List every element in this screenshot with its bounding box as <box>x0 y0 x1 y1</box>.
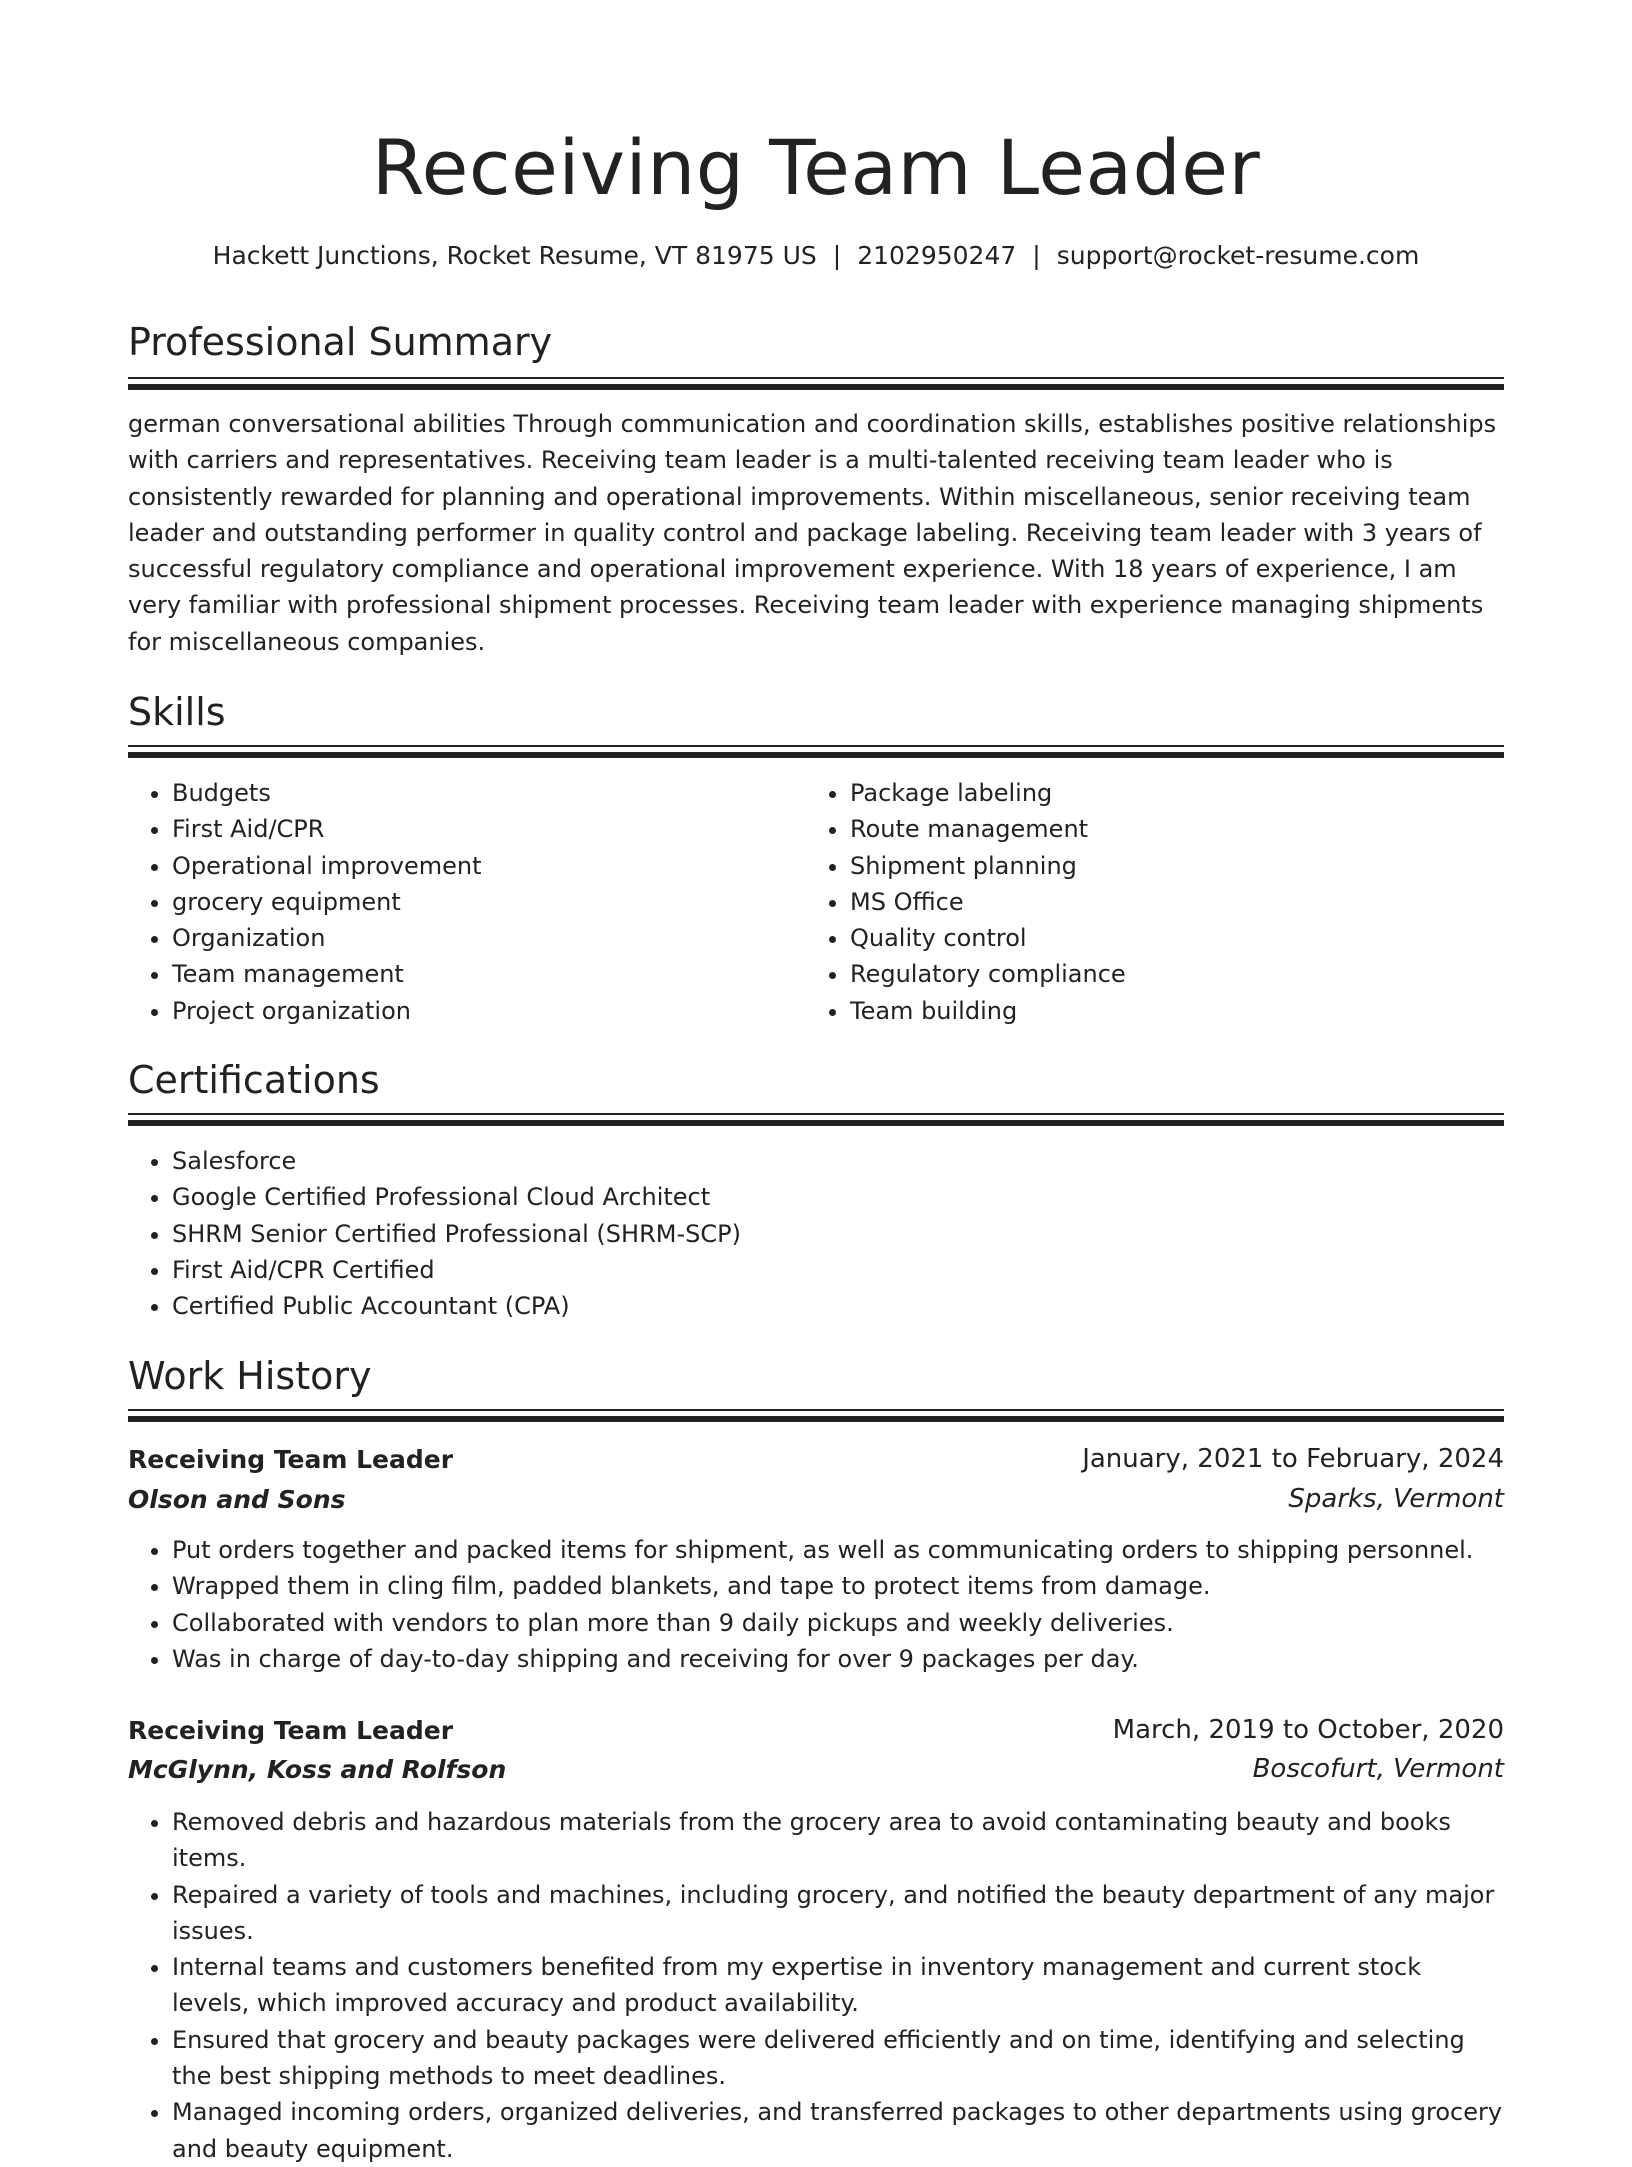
job-bullet: • Wrapped them in cling film, padded blankets, and tape to protect items from damage. <box>172 1568 1504 1604</box>
contact-separator: | <box>1032 241 1041 270</box>
summary-heading: Professional Summary <box>128 320 553 364</box>
skill-item: • Route management <box>850 811 1504 847</box>
skill-item: • Shipment planning <box>850 848 1504 884</box>
certification-item: • SHRM Senior Certified Professional (SHRM-SCP) <box>172 1216 1504 1252</box>
contact-separator: | <box>832 241 842 270</box>
skills-heading: Skills <box>128 690 226 734</box>
section-divider <box>128 1409 1504 1422</box>
job-header <box>128 1710 1504 1750</box>
certification-item: • Google Certified Professional Cloud Architect <box>172 1179 1504 1215</box>
job-employer <box>128 1749 1504 1789</box>
job-company: Olson and Sons <box>128 1484 346 1514</box>
job-dates: January, 2021 to February, 2024 <box>1082 1444 1504 1474</box>
job-company: McGlynn, Koss and Rolfson <box>128 1754 507 1784</box>
skill-item: • First Aid/CPR <box>172 811 804 847</box>
skills-list-right <box>806 775 1504 1029</box>
contact-email[interactable]: support@rocket-resume.com <box>1056 241 1420 270</box>
work-history-heading: Work History <box>128 1354 372 1398</box>
job-bullet: • Repaired a variety of tools and machines, including grocery, and notified the beauty department of any major issues. <box>172 1877 1504 1950</box>
section-divider <box>128 377 1504 390</box>
certifications-list <box>128 1143 1504 1324</box>
job-employer <box>128 1479 1504 1519</box>
contact-phone: 2102950247 <box>857 241 1017 270</box>
job-title: Receiving Team Leader <box>128 1715 454 1745</box>
section-divider <box>128 1113 1504 1126</box>
skill-item: • Budgets <box>172 775 804 811</box>
job-bullet: • Was in charge of day-to-day shipping and receiving for over 9 packages per day. <box>172 1641 1504 1677</box>
skill-item: • Package labeling <box>850 775 1504 811</box>
skill-item: • Organization <box>172 920 804 956</box>
job-bullet: • Collaborated with vendors to plan more than 9 daily pickups and weekly deliveries. <box>172 1605 1504 1641</box>
job-header <box>128 1439 1504 1479</box>
certification-item: • First Aid/CPR Certified <box>172 1252 1504 1288</box>
certifications-heading: Certifications <box>128 1058 380 1102</box>
job-bullet: • Put orders together and packed items for shipment, as well as communicating orders to shipping personnel. <box>172 1532 1504 1568</box>
skills-list-left <box>128 775 804 1029</box>
certification-item: • Certified Public Accountant (CPA) <box>172 1288 1504 1324</box>
skill-item: • Team management <box>172 956 804 992</box>
job-bullets <box>128 1804 1504 2167</box>
job-location: Boscofurt, Vermont <box>1252 1754 1504 1784</box>
certification-item: • Salesforce <box>172 1143 1504 1179</box>
job-bullet: • Removed debris and hazardous materials from the grocery area to avoid contaminating beauty and books items. <box>172 1804 1504 1877</box>
job-title: Receiving Team Leader <box>128 1444 454 1474</box>
summary-text: german conversational abilities Through communication and coordination skills, establishes positive relationships with carriers and representatives. Receiving team leader is a multi-talented receiving team leader who is consistently rewarded for planning and operational improvements. Within miscellaneous, senior receiving team leader and outstanding performer in quality control and package labeling. Receiving team leader with 3 years of successful regulatory compliance and operational improvement experience. With 18 years of experience, I am very familiar with professional shipment processes. Receiving team leader with experience managing shipments for miscellaneous companies. <box>128 410 1497 656</box>
skill-item: • Operational improvement <box>172 848 804 884</box>
skill-item: • Team building <box>850 993 1504 1029</box>
job-bullet: • Internal teams and customers benefited from my expertise in inventory management and current stock levels, which improved accuracy and product availability. <box>172 1949 1504 2022</box>
skill-item: • Quality control <box>850 920 1504 956</box>
job-bullet: • Managed incoming orders, organized deliveries, and transferred packages to other departments using grocery and beauty equipment. <box>172 2094 1504 2167</box>
skill-item: • MS Office <box>850 884 1504 920</box>
resume-title: Receiving Team Leader <box>371 123 1261 212</box>
contact-line <box>0 238 1632 274</box>
job-dates: March, 2019 to October, 2020 <box>1112 1715 1504 1745</box>
skill-item: • grocery equipment <box>172 884 804 920</box>
job-location: Sparks, Vermont <box>1288 1484 1504 1514</box>
skill-item: • Regulatory compliance <box>850 956 1504 992</box>
skill-item: • Project organization <box>172 993 804 1029</box>
contact-address: Hackett Junctions, Rocket Resume, VT 81975 US <box>212 241 817 270</box>
section-divider <box>128 745 1504 758</box>
job-bullet: • Ensured that grocery and beauty packages were delivered efficiently and on time, identifying and selecting the best shipping methods to meet deadlines. <box>172 2022 1504 2095</box>
job-bullets <box>128 1532 1504 1677</box>
